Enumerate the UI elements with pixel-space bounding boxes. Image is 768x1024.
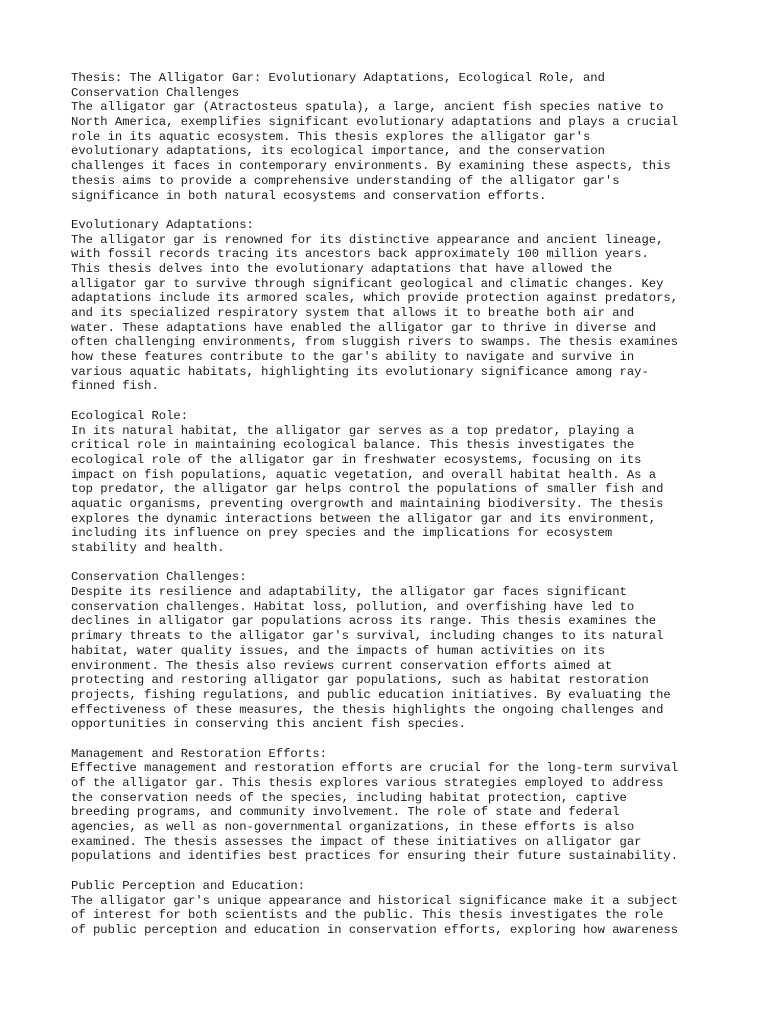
section-public-perception (71, 879, 711, 938)
paragraph-line: how these features contribute to the gar's ability to navigate and survive in (71, 350, 635, 365)
paragraph-line: water. These adaptations have enabled the alligator gar to thrive in diverse and (71, 320, 657, 335)
section-evolutionary-adaptations (71, 218, 711, 394)
paragraph-line: opportunities in conserving this ancient fish species. (71, 717, 466, 732)
paragraph-line: role in its aquatic ecosystem. This thesis explores the alligator gar's (71, 129, 591, 144)
paragraph-line: The alligator gar (Atractosteus spatula), a large, ancient fish species native to (71, 100, 664, 115)
paragraph-line: adaptations include its armored scales, which provide protection against predators, (71, 291, 679, 306)
paragraph-line: declines in alligator gar populations across its range. This thesis examines the (71, 614, 657, 629)
paragraph-line: the conservation needs of the species, including habitat protection, captive (71, 790, 627, 805)
section-ecological-role (71, 409, 711, 556)
paragraph-line: explores the dynamic interactions between the alligator gar and its environment, (71, 511, 657, 526)
section-heading: Ecological Role: (71, 408, 189, 423)
paragraph-spacer (71, 864, 711, 879)
section-conservation-challenges (71, 570, 711, 732)
paragraph-line: North America, exemplifies significant evolutionary adaptations and plays a crucial (71, 115, 679, 130)
paragraph-line: various aquatic habitats, highlighting its evolutionary significance among ray- (71, 364, 649, 379)
paragraph-line: effectiveness of these measures, the thesis highlights the ongoing challenges and (71, 702, 664, 717)
paragraph-line: The alligator gar's unique appearance and historical significance make it a subject (71, 893, 679, 908)
paragraph-line: populations and identifies best practices for ensuring their future sustainability. (71, 849, 679, 864)
paragraph-line: critical role in maintaining ecological balance. This thesis investigates the (71, 438, 635, 453)
section-management-restoration (71, 747, 711, 865)
section-heading: Management and Restoration Efforts: (71, 746, 327, 761)
paragraph-line: top predator, the alligator gar helps control the populations of smaller fish and (71, 482, 664, 497)
paragraph-line: often challenging environments, from sluggish rivers to swamps. The thesis examines (71, 335, 679, 350)
paragraph-line: with fossil records tracing its ancestors back approximately 100 million years. (71, 247, 649, 262)
paragraph-line: agencies, as well as non-governmental organizations, in these efforts is also (71, 820, 635, 835)
paragraph-line: Despite its resilience and adaptability, the alligator gar faces significant (71, 585, 627, 600)
section-heading: Public Perception and Education: (71, 878, 306, 893)
paragraph-line: stability and health. (71, 541, 225, 555)
paragraph-line: This thesis delves into the evolutionary adaptations that have allowed the (71, 261, 613, 276)
paragraph-line: challenges it faces in contemporary environments. By examining these aspects, this (71, 159, 671, 174)
document-title-line: Thesis: The Alligator Gar: Evolutionary Adaptations, Ecological Role, and (71, 71, 605, 85)
paragraph-line: protecting and restoring alligator gar populations, such as habitat restoration (71, 673, 649, 688)
paragraph-line: The alligator gar is renowned for its distinctive appearance and ancient lineage, (71, 232, 664, 247)
paragraph-line: environment. The thesis also reviews current conservation efforts aimed at (71, 658, 613, 673)
paragraph-line: evolutionary adaptations, its ecological importance, and the conservation (71, 144, 605, 159)
paragraph-line: Effective management and restoration efforts are crucial for the long-term survival (71, 761, 679, 776)
section-intro (71, 71, 711, 203)
paragraph-line: breeding programs, and community involvement. The role of state and federal (71, 805, 620, 820)
paragraph-line: alligator gar to survive through significant geological and climatic changes. Key (71, 276, 664, 291)
paragraph-spacer (71, 732, 711, 747)
paragraph-line: ecological role of the alligator gar in freshwater ecosystems, focusing on its (71, 452, 642, 467)
paragraph-line: examined. The thesis assesses the impact of these initiatives on alligator gar (71, 834, 642, 849)
paragraph-line: significance in both natural ecosystems and conservation efforts. (71, 188, 547, 203)
paragraph-line: impact on fish populations, aquatic vegetation, and overall habitat health. As a (71, 467, 657, 482)
document-title-line: Conservation Challenges (71, 85, 240, 100)
paragraph-line: aquatic organisms, preventing overgrowth and maintaining biodiversity. The thesis (71, 496, 664, 511)
paragraph-line: primary threats to the alligator gar's survival, including changes to its natural (71, 629, 664, 644)
paragraph-line: conservation challenges. Habitat loss, pollution, and overfishing have led to (71, 599, 635, 614)
section-heading: Conservation Challenges: (71, 570, 247, 585)
paragraph-line: of the alligator gar. This thesis explores various strategies employed to address (71, 776, 664, 790)
paragraph-line: and its specialized respiratory system that allows it to breathe both air and (71, 306, 635, 320)
paragraph-line: habitat, water quality issues, and the impacts of human activities on its (71, 643, 605, 658)
paragraph-line: projects, fishing regulations, and public education initiatives. By evaluating the (71, 687, 671, 702)
paragraph-spacer (71, 394, 711, 409)
paragraph-line: of interest for both scientists and the public. This thesis investigates the role (71, 908, 664, 923)
paragraph-line: thesis aims to provide a comprehensive understanding of the alligator gar's (71, 173, 620, 188)
paragraph-line: of public perception and education in conservation efforts, exploring how awareness (71, 922, 679, 937)
paragraph-line: finned fish. (71, 379, 159, 394)
paragraph-spacer (71, 556, 711, 571)
paragraph-spacer (71, 203, 711, 218)
paragraph-line: including its influence on prey species and the implications for ecosystem (71, 526, 613, 541)
section-heading: Evolutionary Adaptations: (71, 217, 254, 232)
document-page (71, 71, 711, 938)
paragraph-line: In its natural habitat, the alligator gar serves as a top predator, playing a (71, 423, 635, 438)
